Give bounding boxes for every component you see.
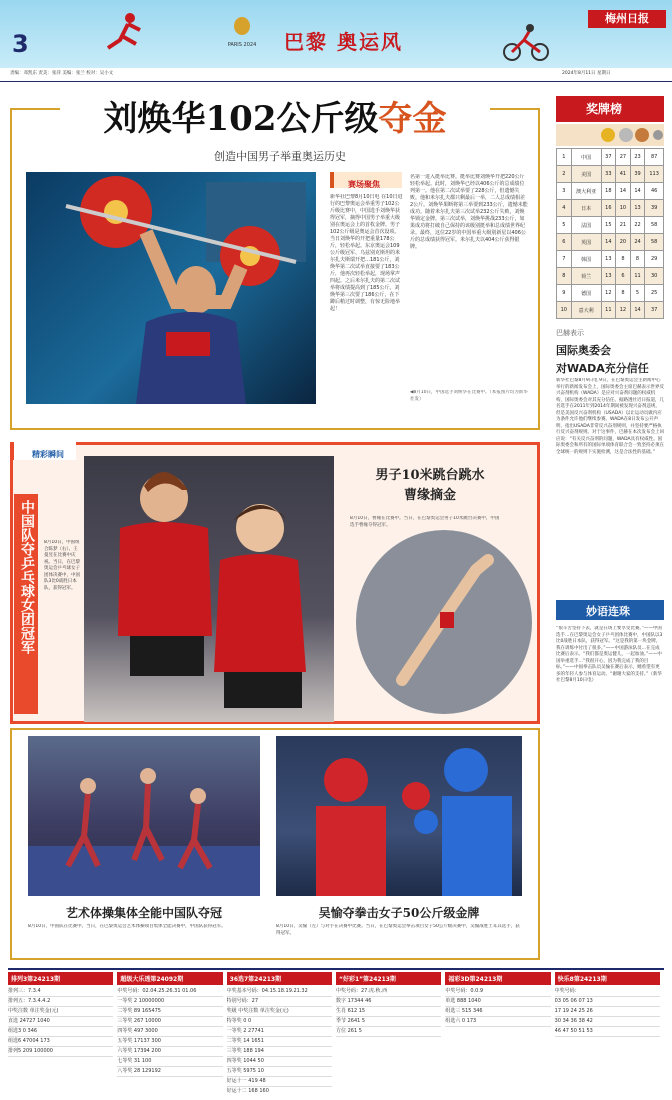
newspaper-logo xyxy=(588,10,666,28)
medal-cell: 英国 xyxy=(571,234,601,251)
banner-title: 巴黎 奥运风 xyxy=(284,30,403,54)
ioc-kicker: 巴赫表示 xyxy=(556,329,584,337)
medal-cell: 21 xyxy=(616,217,631,234)
lottery-line: 直选 24727 1040 xyxy=(8,1017,113,1027)
editors: 责编：邓凯东 责美：张萍 美编：张兰 校对：吴小文 xyxy=(10,71,114,76)
headline-main: 刘焕华102公斤级 xyxy=(103,99,379,139)
lottery-line: 七等奖 31 100 xyxy=(117,1057,222,1067)
lottery-line: 四等奖 497 3000 xyxy=(117,1027,222,1037)
medal-cell: 33 xyxy=(601,166,616,183)
tag-label: 赛场聚焦 xyxy=(348,180,380,189)
lottery-line: 特等奖 0 0 xyxy=(227,1017,332,1027)
medal-cell: 13 xyxy=(630,200,645,217)
medal-cell: 荷兰 xyxy=(571,268,601,285)
header-banner xyxy=(0,0,672,68)
lottery-line: 好运十二 168 160 xyxy=(227,1087,332,1096)
medal-cell: 14 xyxy=(601,234,616,251)
diving-title xyxy=(340,466,520,506)
lottery-line: 组选三 515 346 xyxy=(445,1007,550,1017)
lottery-line: 四等奖 1044 50 xyxy=(227,1057,332,1067)
lottery-line: 特别号码：27 xyxy=(227,997,332,1007)
lottery-line: 三等奖 188 194 xyxy=(227,1047,332,1057)
lottery-title: “好彩1”第24213期 xyxy=(336,972,441,985)
medal-cell: 22 xyxy=(630,217,645,234)
lottery-line: 一等奖 2 10000000 xyxy=(117,997,222,1007)
medal-cell: 15 xyxy=(601,217,616,234)
gym-caption: 8月10日，中国队在比赛中。当日，在巴黎奥运会艺术体操项目集体全能决赛中，中国队获得冠军。 xyxy=(28,924,226,929)
lottery-line: 五等奖 5975 10 xyxy=(227,1067,332,1077)
cyclist-illustration xyxy=(500,22,552,62)
lottery-title: 排列3第24213期 xyxy=(8,972,113,985)
lottery-line: 二等奖 89 165475 xyxy=(117,1007,222,1017)
medal-cell: 14 xyxy=(630,183,645,200)
medal-row xyxy=(557,217,664,234)
lottery-line: 季节 2641 5 xyxy=(336,1017,441,1027)
medal-cell: 11 xyxy=(601,302,616,319)
medal-cell: 39 xyxy=(645,200,664,217)
lottery-line: 中奖基本号码：04.15.18.19.21.32 xyxy=(227,987,332,997)
medal-cell: 58 xyxy=(645,217,664,234)
medal-cell: 10 xyxy=(557,302,572,319)
medal-cell: 14 xyxy=(616,183,631,200)
lottery-line: 单选 888 1040 xyxy=(445,997,550,1007)
lottery-line: 方位 261 5 xyxy=(336,1027,441,1037)
lottery-line: 17 19 24 25 26 xyxy=(555,1007,660,1017)
scene-focus-tag xyxy=(330,172,402,188)
diving-caption: 8月10日，曹缘在比赛中。当日，在巴黎奥运会男子10米跳台决赛中，中国选手曹缘夺得冠军。 xyxy=(350,516,500,528)
medal-cell: 12 xyxy=(616,302,631,319)
runner-illustration xyxy=(100,10,150,54)
medal-cell: 11 xyxy=(630,268,645,285)
lottery-line: 中奖号码： xyxy=(555,987,660,997)
medal-cell: 美国 xyxy=(571,166,601,183)
headline-gold: 夺金 xyxy=(378,99,447,139)
medal-table xyxy=(556,148,664,319)
ioc-body: 新华社巴黎8月9日电 9日，在巴黎奥运会主新闻中心举行的新闻发布会上，国际奥委会主席巴赫表示世界反兴奋剂机构（WADA）是应对兴奋剂问题的权威机构，国际奥委会对其充分信任。据路透社近日报道，几名选手在2011年到2014年期间被发现兴奋剂违规，但是美国反兴奋剂机构（USADA）以让运动员做内应为条件允许他们继续参赛。WADA在8日发布公开声明，指出USADA非常反兴奋剂规则，并坚持要严格执行反兴奋剂规则。对于这事件，巴赫在本次发布会上回应说：“有关反兴奋剂的问题，WADA具有权威性。国际奥委会和所有的国际单项体育联合会一致坚持必须在全球统一的规则下实施检测，这是合法性的基础。” xyxy=(556,378,664,455)
lottery-line: 排列三：7.3.4 xyxy=(8,987,113,997)
photo-caption: ◀8月10日，中国选手刘焕华在比赛中。（本报图片均为新华社发） xyxy=(410,390,528,402)
lottery-line: 排列5 209 100000 xyxy=(8,1047,113,1057)
lottery-line: 排列五：7.3.4.4.2 xyxy=(8,997,113,1007)
lottery-title: 快乐8第24213期 xyxy=(555,972,660,985)
medal-cell: 37 xyxy=(645,302,664,319)
date: 2024年8月11日 星期日 xyxy=(562,71,611,76)
subhead: 创造中国男子举重奥运历史 xyxy=(214,150,346,163)
medal-cell: 7 xyxy=(557,251,572,268)
lottery-block xyxy=(336,972,441,1096)
medal-cell: 30 xyxy=(645,268,664,285)
paris-2024-logo: PARIS 2024 xyxy=(222,16,262,56)
moment-label: 精彩瞬间 xyxy=(32,450,64,459)
lottery-line: 46 47 50 51 53 xyxy=(555,1027,660,1037)
ioc-title-b: 对WADA充分信任 xyxy=(556,362,649,375)
medal-row xyxy=(557,285,664,302)
article-col-2: 名第一进入挺举比赛。挺举比赛刘焕华开把220公斤轻松举起。此时，刘焕华已经以406公斤的总成绩位列第一。他在第二次试举要了228公斤，但遗憾失败。他和米尔扎夫都只剩最后一举，二人总成绩相差2公斤。刘焕华果断将第三举要到233公斤，遗憾未能成功。随着米尔扎夫第三次试举232公斤失败，刘焕华锁定金牌。第三次试举，刘焕华挑战233公斤，如果成功将打破自己保持的该级别挺举和总成绩世界纪录。最终，这位22岁的中国举重大级别新星以406公斤的总成绩获得冠军。米尔扎夫以404公斤获得银牌。 xyxy=(410,174,528,250)
lottery-line: 好运十一 419 48 xyxy=(227,1077,332,1087)
lottery-line: 中奖注数 单注奖金(元) xyxy=(8,1007,113,1017)
headline xyxy=(60,96,490,142)
lottery-line: 组选6 47004 173 xyxy=(8,1037,113,1047)
medal-cell: 9 xyxy=(557,285,572,302)
medal-cell: 46 xyxy=(645,183,664,200)
lottery-block xyxy=(555,972,660,1096)
medal-cell: 12 xyxy=(601,285,616,302)
medal-cell: 6 xyxy=(557,234,572,251)
lottery-line: 03 05 06 07 13 xyxy=(555,997,660,1007)
lottery-line: 组选3 0 346 xyxy=(8,1027,113,1037)
lottery-title: 福彩3D第24213期 xyxy=(445,972,550,985)
quotes-label: 妙语连珠 xyxy=(586,605,630,618)
newspaper-name: 梅州日报 xyxy=(605,12,649,25)
medal-row xyxy=(557,200,664,217)
medal-cell: 37 xyxy=(601,149,616,166)
medal-cell: 10 xyxy=(616,200,631,217)
medal-cell: 法国 xyxy=(571,217,601,234)
medal-cell: 24 xyxy=(630,234,645,251)
moment-tag xyxy=(10,442,76,460)
medal-title: 奖牌榜 xyxy=(586,102,623,116)
medal-cell: 8 xyxy=(616,285,631,302)
medal-cell: 113 xyxy=(645,166,664,183)
lottery-strip xyxy=(8,968,664,1096)
lottery-line: 中奖号码：27.虎.秋.西 xyxy=(336,987,441,997)
gym-title: 艺术体操集体全能中国队夺冠 xyxy=(65,906,222,920)
medal-cell: 27 xyxy=(616,149,631,166)
medal-row xyxy=(557,268,664,285)
medal-cell: 39 xyxy=(630,166,645,183)
medal-cell: 18 xyxy=(601,183,616,200)
medal-cell: 4 xyxy=(557,200,572,217)
lottery-line: 中奖号码：02.04.25.26.31 01.06 xyxy=(117,987,222,997)
editor-line xyxy=(0,68,672,82)
article-col-1: 新华社巴黎8月10日电 在10日进行的巴黎奥运会举重男子102公斤级比赛中，中国选手刘焕华获得冠军，摘得中国男子举重大级别在奥运会上的首枚金牌。男子102公斤级是奥运会首次设项。当日刘焕华的开把重量178公斤，轻松举起。东京奥运会109公斤级冠军、乌兹别克斯坦的米尔扎夫斯瑞开把…181公斤，刘焕华第二次试举直接要了183公斤，他再次轻松举起，现场掌声四起。之后米尔扎夫的第二次试举将成绩提高到了185公斤。刘焕华第三次要了186公斤，在下蹲后稍过时调整，有惊无险地举起！ xyxy=(330,194,403,312)
medal-row xyxy=(557,302,664,319)
medal-cell: 8 xyxy=(616,251,631,268)
lottery-block xyxy=(445,972,550,1096)
lottery-line: 五等奖 17137 300 xyxy=(117,1037,222,1047)
page-number: 3 xyxy=(12,30,29,58)
medal-cell: 14 xyxy=(630,302,645,319)
lottery-line: 六等奖 17394 200 xyxy=(117,1047,222,1057)
lottery-title: 超级大乐透第24092期 xyxy=(117,972,222,985)
medal-cell: 3 xyxy=(557,183,572,200)
medal-cell: 41 xyxy=(616,166,631,183)
medal-row xyxy=(557,251,664,268)
medal-row xyxy=(557,183,664,200)
medal-icons xyxy=(556,124,664,146)
quotes-title xyxy=(556,600,664,620)
lottery-line: 数字 17344 46 xyxy=(336,997,441,1007)
diving-title-b: 曹缘摘金 xyxy=(403,488,456,503)
medal-cell: 德国 xyxy=(571,285,601,302)
medal-row xyxy=(557,234,664,251)
medal-cell: 58 xyxy=(645,234,664,251)
medal-cell: 16 xyxy=(601,200,616,217)
lottery-block xyxy=(227,972,332,1096)
lottery-line: 中奖号码：0.0.9 xyxy=(445,987,550,997)
diving-photo xyxy=(356,530,532,714)
medal-cell: 1 xyxy=(557,149,572,166)
medal-cell: 87 xyxy=(645,149,664,166)
lottery-line: 生肖 612 15 xyxy=(336,1007,441,1017)
ioc-title-a: 国际奥委会 xyxy=(556,344,611,357)
lottery-title: 36选7第24213期 xyxy=(227,972,332,985)
lottery-block xyxy=(8,972,113,1096)
medal-cell: 韩国 xyxy=(571,251,601,268)
side-title: 中国队夺乒乓球女团冠军 xyxy=(14,494,38,714)
medal-cell: 25 xyxy=(645,285,664,302)
pingpong-photo xyxy=(84,456,334,722)
medal-cell: 5 xyxy=(557,217,572,234)
quotes-body: “很辛苦坚持下去，就是在场上要享受比赛。”——中国选手…在巴黎奥运会女子乒乓团体比赛中，中国队以3比0战胜日本队，获得冠军。“这是我的第一块金牌，我在训练中付出了很多。”——中国游泳队员…在完成比赛后表示。“我们都是奥运健儿，一起加油。”——中国举重选手…“我很开心，因为我完成了我的目标。”——中国拳击队员吴愉在赛后表示，她希望有更多的年轻人参与体育运动。“谢谢大家的支持。”（新华社巴黎8月10日电） xyxy=(556,626,663,683)
lottery-line: 三等奖 267 10000 xyxy=(117,1017,222,1027)
medal-cell: 13 xyxy=(601,251,616,268)
medal-row xyxy=(557,149,664,166)
side-text: 8月10日，中国组合陈梦（右）、王曼昱在比赛中庆祝。当日，在巴黎奥运会乒乓球女子团体决赛中，中国队3比0战胜日本队，获得冠军。 xyxy=(44,540,80,591)
box-caption: 8月10日，吴愉（左）与对手在决赛中比赛。当日，在巴黎奥运会拳击项目女子50公斤级决赛中，吴愉战胜土耳其选手，获得冠军。 xyxy=(276,924,520,936)
medal-cell: 中国 xyxy=(571,149,601,166)
lottery-line: 八等奖 28 129192 xyxy=(117,1067,222,1077)
box-title: 吴愉夺拳击女子50公斤级金牌 xyxy=(318,906,480,920)
medal-cell: 8 xyxy=(557,268,572,285)
medal-cell: 8 xyxy=(630,251,645,268)
medal-cell: 6 xyxy=(616,268,631,285)
lottery-line: 二等奖 14 1651 xyxy=(227,1037,332,1047)
lottery-line: 奖级 中奖注数 单注奖金(元) xyxy=(227,1007,332,1017)
boxing-photo xyxy=(276,736,522,896)
lottery-line: 组选六 0 173 xyxy=(445,1017,550,1027)
medal-cell: 13 xyxy=(601,268,616,285)
lottery-line: 30 34 36 38 42 xyxy=(555,1017,660,1027)
medal-cell: 23 xyxy=(630,149,645,166)
diving-title-a: 男子10米跳台跳水 xyxy=(375,468,485,483)
medal-cell: 29 xyxy=(645,251,664,268)
medal-cell: 澳大利亚 xyxy=(571,183,601,200)
medal-cell: 5 xyxy=(630,285,645,302)
medal-board-title xyxy=(556,96,664,122)
lottery-block xyxy=(117,972,222,1096)
medal-cell: 意大利 xyxy=(571,302,601,319)
gymnastics-photo xyxy=(28,736,260,896)
medal-cell: 2 xyxy=(557,166,572,183)
lottery-line: 一等奖 2 27741 xyxy=(227,1027,332,1037)
weightlifting-photo xyxy=(26,172,316,404)
medal-cell: 20 xyxy=(616,234,631,251)
medal-row xyxy=(557,166,664,183)
medal-cell: 日本 xyxy=(571,200,601,217)
